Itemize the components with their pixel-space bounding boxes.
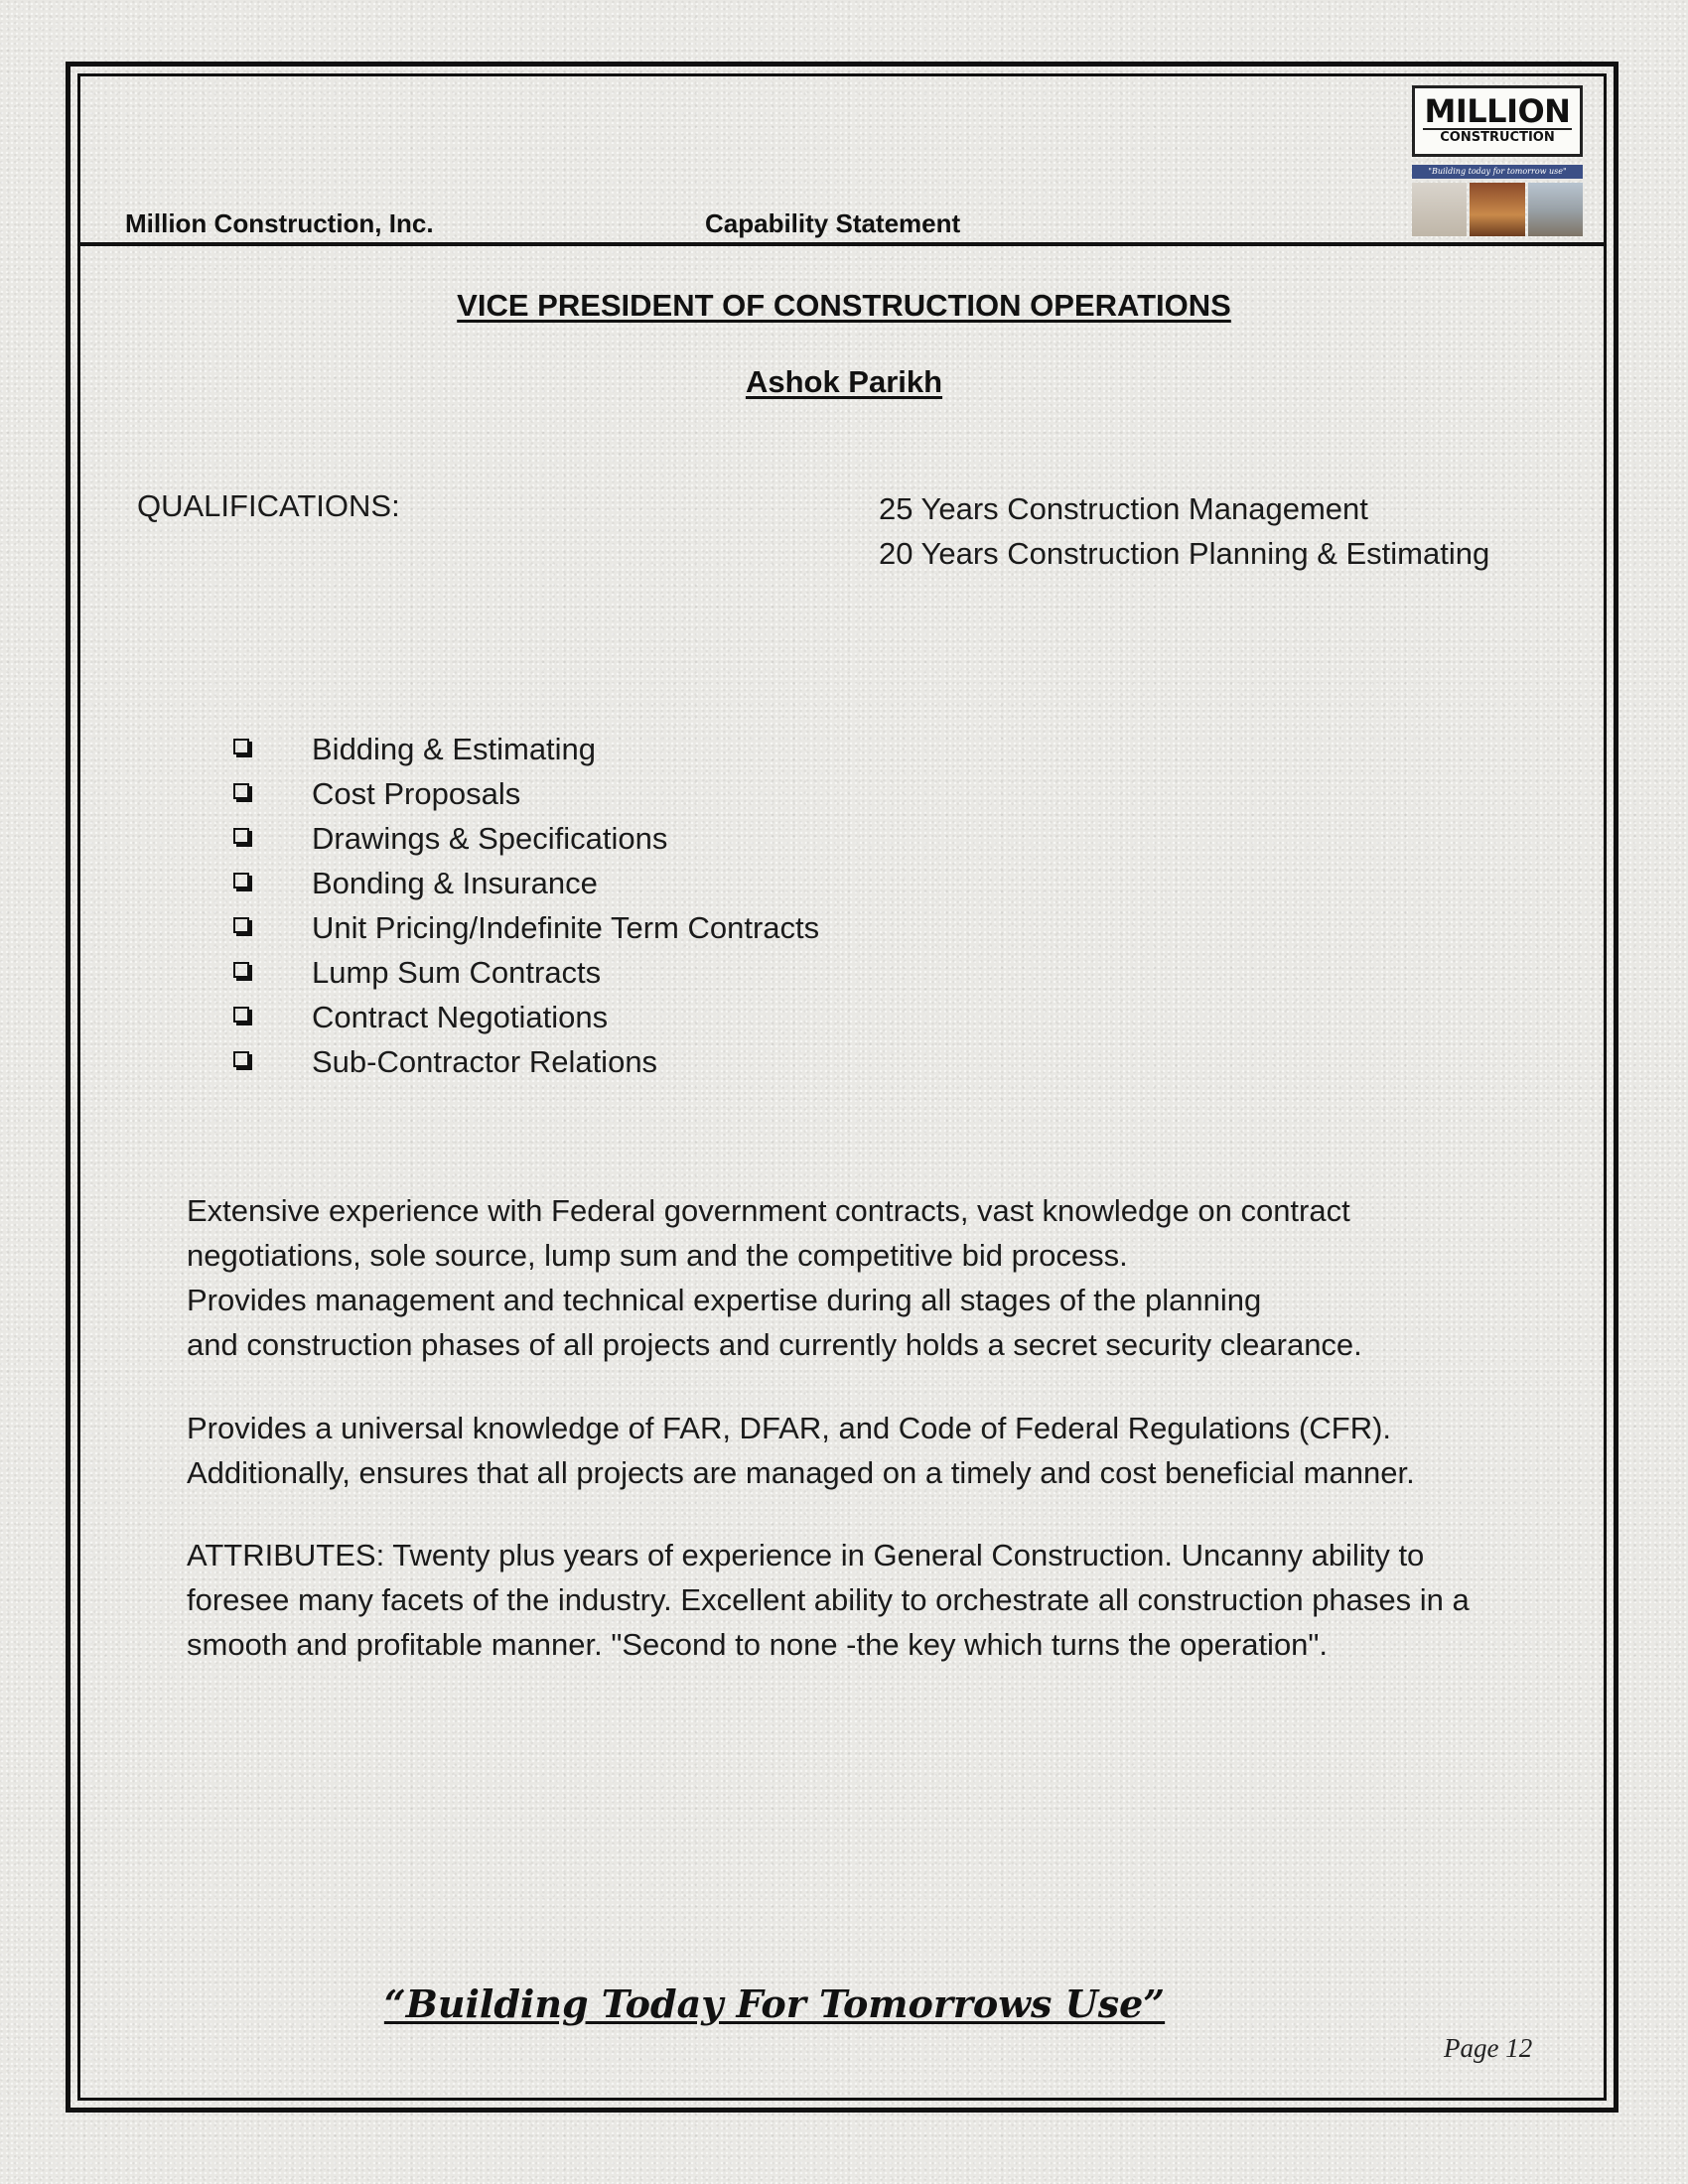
qualifications-label: QUALIFICATIONS:: [137, 488, 400, 523]
skill-item: [230, 1039, 819, 1084]
paragraph-line: smooth and profitable manner. "Second to none -the key which turns the operation".: [187, 1627, 1329, 1662]
skill-item: [230, 861, 819, 905]
skill-label: Bonding & Insurance: [312, 866, 598, 900]
paragraph-line: Additionally, ensures that all projects are managed on a timely and cost beneficial manner.: [187, 1455, 1415, 1490]
skill-label: Unit Pricing/Indefinite Term Contracts: [312, 910, 820, 945]
logo-tagline: "Building today for tomorrow use": [1412, 165, 1583, 179]
skill-label: Drawings & Specifications: [312, 821, 668, 856]
skill-item: [230, 816, 819, 861]
checkbox-icon: [233, 739, 249, 754]
skill-item: [230, 995, 819, 1039]
qualification-item: 25 Years Construction Management: [879, 491, 1368, 526]
skill-item: [230, 905, 819, 950]
logo-photo: [1412, 183, 1467, 236]
logo-wordmark: [1412, 85, 1583, 157]
person-name: Ashok Parikh: [745, 364, 943, 399]
paragraph-line: Provides a universal knowledge of FAR, DFAR, and Code of Federal Regulations (CFR).: [187, 1411, 1392, 1445]
paragraph-line: ATTRIBUTES: Twenty plus years of experience in General Construction. Uncanny ability to: [187, 1538, 1425, 1572]
logo-title: MILLION: [1424, 92, 1571, 130]
logo-photo: [1470, 183, 1524, 236]
regulations-paragraph: [187, 1406, 1597, 1495]
logo-photos: [1412, 183, 1583, 236]
skill-label: Cost Proposals: [312, 776, 521, 811]
checkbox-icon: [233, 962, 249, 978]
skills-list: [230, 727, 819, 1084]
paragraph-line: Extensive experience with Federal government contracts, vast knowledge on contract: [187, 1193, 1350, 1228]
company-logo: [1408, 85, 1587, 238]
checkbox-icon: [233, 828, 249, 844]
qualifications-list: [879, 486, 1489, 576]
qualification-item: 20 Years Construction Planning & Estimating: [879, 536, 1490, 571]
experience-paragraph: [187, 1188, 1597, 1367]
header-company: Million Construction, Inc.: [125, 208, 434, 238]
skill-item: [230, 950, 819, 995]
header-divider: [80, 242, 1604, 246]
skill-label: Lump Sum Contracts: [312, 955, 602, 990]
skill-label: Contract Negotiations: [312, 1000, 609, 1034]
logo-subtitle: CONSTRUCTION: [1423, 128, 1572, 146]
attributes-paragraph: [187, 1533, 1597, 1667]
checkbox-icon: [233, 873, 249, 888]
paragraph-line: Provides management and technical expertise during all stages of the planning: [187, 1283, 1262, 1317]
skill-label: Bidding & Estimating: [312, 732, 597, 766]
checkbox-icon: [233, 1007, 249, 1023]
paragraph-line: and construction phases of all projects and currently holds a secret security clearance.: [187, 1327, 1362, 1362]
checkbox-icon: [233, 783, 249, 799]
page-title: VICE PRESIDENT OF CONSTRUCTION OPERATIONS: [457, 288, 1231, 323]
paragraph-line: foresee many facets of the industry. Excellent ability to orchestrate all construction phases in a: [187, 1582, 1470, 1617]
skill-label: Sub-Contractor Relations: [312, 1044, 658, 1079]
page-number: Page 12: [1444, 2033, 1533, 2063]
skill-item: [230, 771, 819, 816]
paragraph-line: negotiations, sole source, lump sum and the competitive bid process.: [187, 1238, 1128, 1273]
header-doc-type: Capability Statement: [705, 208, 961, 238]
logo-photo: [1528, 183, 1583, 236]
checkbox-icon: [233, 917, 249, 933]
footer-motto: “Building Today For Tomorrows Use”: [383, 1981, 1166, 2026]
skill-item: [230, 727, 819, 771]
checkbox-icon: [233, 1051, 249, 1067]
